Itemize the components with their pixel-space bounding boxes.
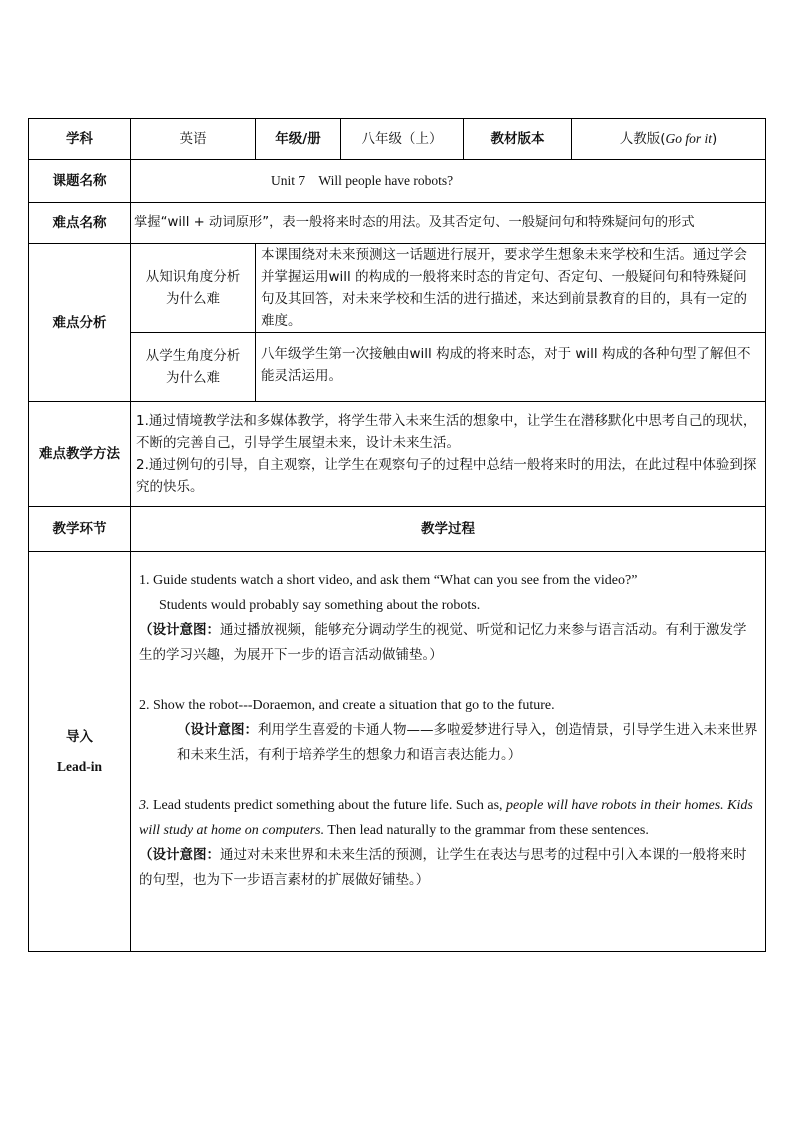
subject-value: 英语 — [131, 119, 256, 160]
header-row — [29, 119, 766, 160]
method-row — [29, 402, 766, 507]
method-text — [131, 402, 766, 507]
analysis-student-row — [29, 333, 766, 402]
step-name-en: Lead-in — [56, 758, 102, 774]
knowledge-label: 从知识角度分析为什么难 — [131, 244, 256, 333]
textbook-label: 教材版本 — [464, 119, 572, 160]
analysis-knowledge-row — [29, 244, 766, 333]
subject-label: 学科 — [29, 119, 131, 160]
p3-text-b: Then lead naturally to the grammar from these sentences. — [324, 823, 649, 838]
student-label: 从学生角度分析为什么难 — [131, 333, 256, 402]
process-header-row — [29, 507, 766, 552]
textbook-value — [572, 119, 766, 160]
p3-paragraph — [139, 793, 759, 843]
grade-value: 八年级（上） — [341, 119, 464, 160]
method-item-1: 1.通过情境教学法和多媒体教学，将学生带入未来生活的想象中，让学生在潜移默化中思考自己的现状，不断的完善自己，引导学生展望未来，设计未来生活。 — [136, 413, 757, 451]
difficulty-label: 难点名称 — [29, 203, 131, 244]
knowledge-text: 本课围绕对未来预测这一话题进行展开，要求学生想象未来学校和生活。通过学会并掌握运用will 的构成的一般将来时态的肯定句、否定句、一般疑问句和特殊疑问句及其回答，对未来学校和生活的进行描述，来达到前景教育的目的，具有一定的难度。 — [256, 244, 766, 333]
p1-line1: 1. Guide students watch a short video, and ask them “What can you see from the video?” — [139, 573, 638, 588]
p2-note — [139, 718, 759, 768]
analysis-label: 难点分析 — [29, 244, 131, 402]
p2-note-text: 利用学生喜爱的卡通人物——多啦爱梦进行导入，创造情景，引导学生进入未来世界和未来生活，有利于培养学生的想象力和语言表达能力。） — [177, 722, 758, 763]
student-text: 八年级学生第一次接触由will 构成的将来时态，对于 will 构成的各种句型了解但不能灵活运用。 — [256, 333, 766, 402]
p3-text-a: Lead students predict something about the future life. Such as, — [149, 798, 507, 813]
p2-note-label: （设计意图： — [177, 722, 258, 738]
lesson-title-label: 课题名称 — [29, 160, 131, 203]
p3-italic-a: people will have robots in their homes. Kids will study at home on computers. — [139, 798, 753, 838]
lesson-plan-table — [28, 118, 766, 952]
method-label: 难点教学方法 — [29, 402, 131, 507]
lesson-title-value: Unit 7 Will people have robots? — [131, 160, 766, 203]
step-name — [29, 552, 131, 952]
p1-line2: Students would probably say something about the robots. — [159, 598, 481, 613]
textbook-italic: Go for it — [665, 131, 712, 146]
textbook-prefix: 人教版( — [619, 131, 666, 147]
difficulty-row — [29, 203, 766, 244]
lead-in-content — [131, 552, 766, 952]
textbook-suffix: ) — [712, 131, 718, 147]
step-name-cn: 导入 — [66, 728, 93, 745]
lead-in-row — [29, 552, 766, 952]
p3-note — [139, 843, 759, 893]
p1-note-label: （设计意图： — [139, 622, 220, 638]
p1-note — [139, 618, 759, 668]
process-header: 教学过程 — [131, 507, 766, 552]
p2-line1: 2. Show the robot---Doraemon, and create a situation that go to the future. — [139, 698, 555, 713]
difficulty-value: 掌握“will + 动词原形”，表一般将来时态的用法。及其否定句、一般疑问句和特殊疑问句的形式 — [131, 203, 766, 244]
p1-note-text: 通过播放视频，能够充分调动学生的视觉、听觉和记忆力来参与语言活动。有利于激发学生的学习兴趣，为展开下一步的语言活动做铺垫。） — [139, 622, 747, 663]
p3-note-label: （设计意图： — [139, 847, 220, 863]
p3-note-text: 通过对未来世界和未来生活的预测，让学生在表达与思考的过程中引入本课的一般将来时的句型，也为下一步语言素材的扩展做好铺垫。） — [139, 847, 747, 888]
lesson-title-row — [29, 160, 766, 203]
step-header: 教学环节 — [29, 507, 131, 552]
method-item-2: 2.通过例句的引导，自主观察，让学生在观察句子的过程中总结一般将来时的用法，在此过程中体验到探究的快乐。 — [136, 457, 757, 495]
grade-label: 年级/册 — [256, 119, 341, 160]
p3-num: 3. — [139, 798, 150, 813]
